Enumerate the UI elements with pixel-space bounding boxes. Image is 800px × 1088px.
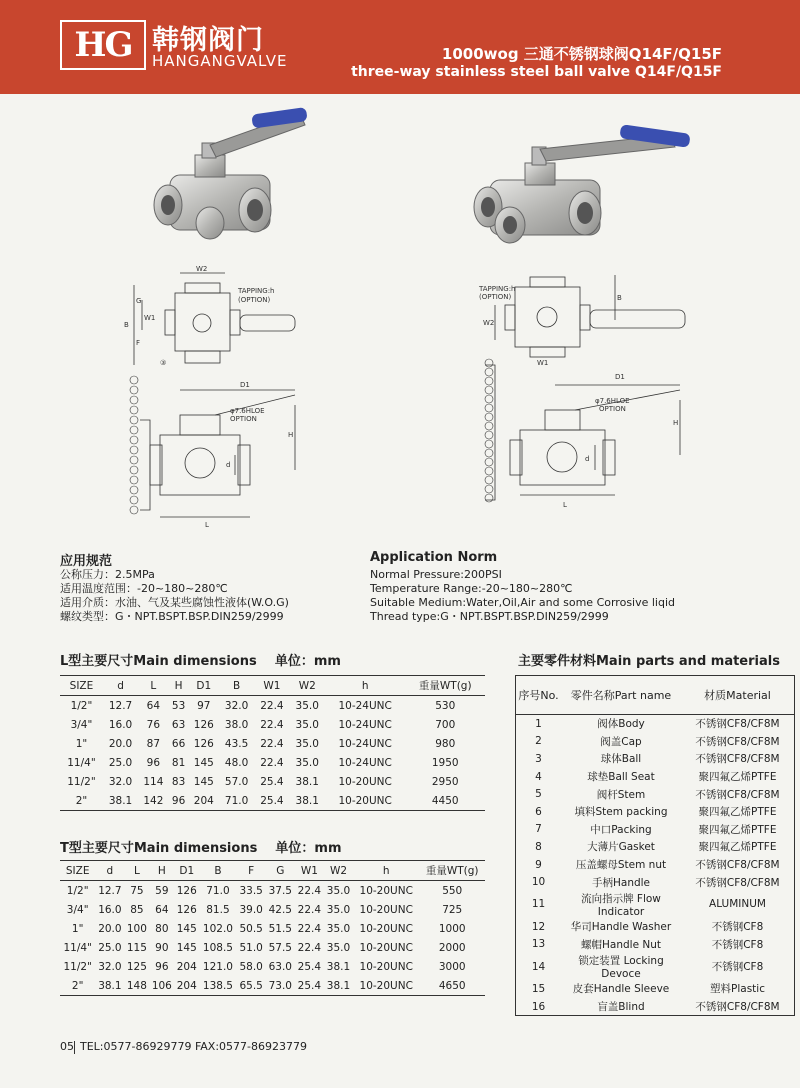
table-row (60, 881, 485, 901)
brand-name-cn: 韩钢阀门 (152, 25, 264, 56)
column-header: W2 (324, 861, 353, 881)
table-cell: 71.0 (206, 884, 230, 897)
column-header: L (138, 676, 168, 696)
table-cell: 145 (193, 775, 214, 788)
table-cell: 85 (130, 903, 144, 916)
table-cell: 75 (130, 884, 144, 897)
table-cell: 15 (531, 982, 546, 995)
table-cell: 8 (535, 840, 542, 853)
l-table-title: L型主要尺寸Main dimensions 单位：mm (60, 654, 341, 669)
table-cell: 35.0 (295, 699, 319, 712)
table-row (516, 998, 795, 1016)
drawing-label: H (673, 419, 679, 427)
drawing-label: TAPPING:h (238, 287, 275, 295)
table-cell: 12.7 (108, 699, 133, 712)
table-cell: 6 (535, 805, 542, 818)
table-cell: 不锈钢CF8 (711, 938, 764, 951)
spec-heading-cn: 应用规范 (60, 554, 113, 569)
column-header: H (168, 676, 188, 696)
table-cell: 螺帽Handle Nut (581, 938, 661, 951)
drawing-label: W1 (537, 359, 549, 367)
table-cell: 37.5 (268, 884, 292, 897)
table-cell: 64 (146, 699, 161, 712)
table-row (516, 936, 795, 954)
table-cell: 4650 (419, 976, 485, 996)
technical-drawing-l-type (120, 265, 340, 530)
column-header: W1 (295, 861, 324, 881)
table-cell: 压盖螺母Stem nut (575, 859, 667, 872)
brand-logo: HG (60, 20, 146, 70)
t-table-title: T型主要尺寸Main dimensions 单位：mm (60, 841, 342, 856)
table-cell: 10-24UNC (338, 737, 392, 750)
table-cell: 2950 (431, 775, 459, 788)
drawing-label: W1 (144, 314, 156, 322)
column-header: B (199, 861, 236, 881)
table-cell: 76 (146, 718, 161, 731)
table-cell: 不锈钢CF8/CF8M (695, 753, 780, 766)
table-cell: 138.5 (199, 976, 236, 996)
table-cell: 64 (155, 903, 169, 916)
spec-line-cn: 螺纹类型：G・NPT.BSPT.BSP.DIN259/2999 (60, 610, 284, 623)
table-cell: 35.0 (295, 756, 319, 769)
table-row (60, 734, 485, 753)
table-cell: 聚四氟乙烯PTFE (698, 806, 777, 819)
drawing-label: G (136, 297, 142, 305)
table-cell: 22.4 (260, 756, 284, 769)
table-cell: 22.4 (297, 941, 322, 954)
table-cell: 96 (168, 791, 188, 811)
table-cell: 5 (535, 788, 542, 801)
table-row (516, 768, 795, 786)
table-cell: 38.1 (103, 791, 138, 811)
table-cell: 25.0 (108, 756, 133, 769)
table-cell: 1" (71, 922, 84, 935)
table-cell: 1 (535, 717, 542, 730)
column-header: d (95, 861, 124, 881)
table-cell: 126 (176, 884, 197, 897)
column-header: h (325, 676, 406, 696)
table-row (516, 980, 795, 998)
table-cell: 38.1 (324, 976, 353, 996)
footer-divider (74, 1041, 75, 1054)
table-cell: 51.0 (239, 941, 263, 954)
table-row (60, 715, 485, 734)
table-cell: 42.5 (268, 903, 292, 916)
table-cell: 不锈钢CF8/CF8M (695, 1001, 780, 1014)
spec-line-en: Temperature Range:-20~180~280℃ (370, 582, 573, 595)
drawing-label: D1 (240, 381, 250, 389)
column-header: B (219, 676, 254, 696)
table-cell: 32.0 (98, 960, 122, 973)
table-cell: 81 (171, 756, 186, 769)
table-cell: 流向指示牌 Flow Indicator (581, 892, 661, 918)
table-cell: 100 (126, 922, 147, 935)
table-cell: 2" (60, 976, 95, 996)
table-row (516, 891, 795, 918)
table-cell: 63.0 (268, 960, 292, 973)
column-header: G (266, 861, 295, 881)
table-row (60, 938, 485, 957)
table-cell: 10-24UNC (338, 699, 392, 712)
table-cell: 不锈钢CF8 (711, 921, 764, 934)
valve-photo-t-type (470, 125, 700, 255)
table-row (516, 953, 795, 980)
column-header: W2 (290, 676, 325, 696)
table-cell: 2" (60, 791, 103, 811)
table-cell: 126 (193, 737, 214, 750)
table-cell: 25.4 (297, 960, 322, 973)
table-cell: 10-20UNC (359, 960, 413, 973)
table-cell: 12.7 (98, 884, 122, 897)
table-cell: 90 (155, 941, 169, 954)
table-cell: 97 (197, 699, 211, 712)
table-cell: 204 (176, 960, 197, 973)
table-cell: 20.0 (108, 737, 133, 750)
column-header: d (103, 676, 138, 696)
table-row (60, 791, 485, 811)
table-cell: 22.4 (297, 922, 322, 935)
table-cell: ALUMINUM (709, 898, 766, 911)
table-cell: 9 (535, 858, 542, 871)
table-cell: 盲盖Blind (597, 1001, 645, 1014)
drawing-label: H (288, 431, 294, 439)
table-cell: 38.1 (326, 960, 351, 973)
table-row (60, 772, 485, 791)
drawing-label: d (226, 461, 231, 469)
drawing-label: B (124, 321, 129, 329)
table-row (516, 856, 795, 874)
spec-line-en: Thread type:G・NPT.BSPT.BSP.DIN259/2999 (370, 610, 609, 623)
table-row (516, 873, 795, 891)
table-cell: 126 (176, 903, 197, 916)
table-cell: 不锈钢CF8/CF8M (695, 718, 780, 731)
column-header: D1 (174, 861, 199, 881)
table-cell: 10-20UNC (359, 903, 413, 916)
table-cell: 3/4" (66, 903, 89, 916)
table-cell: 32.0 (108, 775, 133, 788)
column-header: SIZE (60, 676, 103, 696)
drawing-label: D1 (615, 373, 625, 381)
table-cell: 1/2" (70, 699, 93, 712)
table-cell: 145 (176, 941, 197, 954)
table-cell: 57.0 (224, 775, 249, 788)
table-cell: 25.4 (260, 775, 284, 788)
table-row (60, 753, 485, 772)
drawing-label: F (136, 339, 141, 347)
table-cell: 13 (531, 938, 546, 951)
table-cell: 10-20UNC (353, 976, 419, 996)
spec-heading-en: Application Norm (370, 550, 498, 565)
brand-name-en: HANGANGVALVE (152, 52, 288, 70)
table-cell: 63 (171, 718, 186, 731)
spec-line-en: Suitable Medium:Water,Oil,Air and some Corrosive liqid (370, 596, 676, 609)
table-cell: 1/2" (66, 884, 89, 897)
table-row (516, 821, 795, 839)
table-row (516, 785, 795, 803)
table-cell: 38.0 (224, 718, 249, 731)
table-cell: 121.0 (202, 960, 233, 973)
column-header: 零件名称Part name (561, 676, 681, 715)
table-cell: 35.0 (326, 884, 351, 897)
drawing-label: L (563, 501, 567, 509)
spec-line-cn: 公称压力：2.5MPa (60, 568, 155, 581)
drawing-label: d (585, 455, 590, 463)
drawing-label: OPTION (599, 405, 626, 413)
drawing-label: φ7.6HLOE (230, 407, 265, 415)
table-cell: 57.5 (268, 941, 292, 954)
table-cell: 阀杆Stem (596, 788, 646, 801)
drawing-label: W2 (483, 319, 495, 327)
table-cell: 530 (435, 699, 456, 712)
product-title-cn: 1000wog 三通不锈钢球阀Q14F/Q15F (441, 45, 722, 63)
table-cell: 10-24UNC (338, 756, 392, 769)
table-cell: 80 (155, 922, 169, 935)
table-cell: 65.5 (237, 976, 266, 996)
column-header: 重量WT(g) (419, 861, 485, 881)
column-header: 材质Material (681, 676, 795, 715)
table-cell: 10-20UNC (338, 775, 392, 788)
table-cell: 35.0 (326, 903, 351, 916)
table-cell: 14 (531, 960, 546, 973)
table-cell: 不锈钢CF8/CF8M (695, 876, 780, 889)
table-cell: 96 (155, 960, 169, 973)
table-cell: 2000 (438, 941, 466, 954)
table-cell: 不锈钢CF8/CF8M (695, 735, 780, 748)
table-cell: 4450 (405, 791, 485, 811)
drawing-callouts-right (485, 359, 493, 502)
column-header: H (149, 861, 174, 881)
table-header-row (516, 676, 795, 715)
table-cell: 48.0 (224, 756, 249, 769)
table-cell: 11/4" (63, 941, 92, 954)
table-cell: 10-20UNC (325, 791, 406, 811)
table-cell: 11/2" (63, 960, 92, 973)
column-header: h (353, 861, 419, 881)
table-cell: 35.0 (326, 941, 351, 954)
table-cell: 53 (171, 699, 186, 712)
table-cell: 球垫Ball Seat (587, 771, 655, 784)
table-cell: 填料Stem packing (574, 806, 668, 819)
table-cell: 10-20UNC (359, 884, 413, 897)
table-cell: 126 (193, 718, 214, 731)
table-cell: 1" (75, 737, 88, 750)
table-cell: 11/4" (67, 756, 96, 769)
drawing-label: φ7.6HLOE (595, 397, 630, 405)
table-cell: 聚四氟乙烯PTFE (698, 771, 777, 784)
table-cell: 塑料Plastic (710, 983, 765, 996)
table-cell: 38.1 (290, 791, 325, 811)
table-row (60, 957, 485, 976)
table-cell: 96 (146, 756, 161, 769)
table-cell: 115 (126, 941, 147, 954)
table-cell: 83 (171, 775, 186, 788)
table-row (516, 715, 795, 733)
table-cell: 大薄片Gasket (587, 841, 655, 854)
table-cell: 142 (138, 791, 168, 811)
table-cell: 3/4" (70, 718, 93, 731)
table-cell: 球体Ball (600, 753, 642, 766)
table-cell: 阀盖Cap (600, 735, 642, 748)
table-row (60, 919, 485, 938)
drawing-label: (OPTION) (238, 296, 271, 304)
table-cell: 聚四氟乙烯PTFE (698, 841, 777, 854)
spec-line-cn: 适用温度范围：-20~180~280℃ (60, 582, 228, 595)
table-cell: 中口Packing (590, 823, 652, 836)
technical-drawing-t-type (475, 265, 705, 515)
page-number: 05 (60, 1040, 74, 1053)
column-header: D1 (189, 676, 219, 696)
table-cell: 980 (435, 737, 456, 750)
table-cell: 81.5 (206, 903, 230, 916)
l-dimensions-table (60, 675, 485, 811)
table-cell: 不锈钢CF8 (711, 961, 764, 974)
table-cell: 10-20UNC (359, 941, 413, 954)
drawing-label: L (205, 521, 209, 529)
table-cell: 22.4 (260, 737, 284, 750)
table-row (60, 696, 485, 716)
table-cell: 725 (442, 903, 463, 916)
table-cell: 22.4 (260, 718, 284, 731)
table-cell: 锁定装置 Locking Devoce (578, 955, 664, 981)
parts-table-title: 主要零件材料Main parts and materials (518, 654, 780, 669)
table-cell: 阀体Body (597, 718, 645, 731)
drawing-callouts-left (130, 376, 138, 514)
column-header: F (237, 861, 266, 881)
table-cell: 20.0 (98, 922, 122, 935)
drawing-label: B (617, 294, 622, 302)
drawing-label: TAPPING:h (479, 285, 516, 293)
table-cell: 87 (146, 737, 161, 750)
table-cell: 1950 (431, 756, 459, 769)
table-cell: 不锈钢CF8/CF8M (695, 859, 780, 872)
table-cell: 39.0 (239, 903, 263, 916)
table-cell: 58.0 (239, 960, 263, 973)
table-row (60, 976, 485, 996)
table-cell: 33.5 (239, 884, 263, 897)
table-header-row (60, 861, 485, 881)
table-cell: 145 (193, 756, 214, 769)
table-cell: 22.4 (260, 699, 284, 712)
table-cell: 43.5 (224, 737, 249, 750)
table-cell: 204 (174, 976, 199, 996)
table-cell: 华司Handle Washer (570, 921, 672, 934)
footer-contact: TEL:0577-86929779 FAX:0577-86923779 (80, 1040, 307, 1053)
table-cell: 35.0 (295, 737, 319, 750)
table-cell: 108.5 (202, 941, 233, 954)
table-cell: 7 (535, 823, 542, 836)
t-dimensions-table (60, 860, 485, 996)
table-cell: 125 (126, 960, 147, 973)
table-cell: 25.0 (98, 941, 122, 954)
table-cell: 手柄Handle (591, 876, 651, 889)
table-cell: 25.4 (295, 976, 324, 996)
valve-photo-l-type (140, 105, 320, 255)
drawing-label: W2 (196, 265, 208, 273)
table-cell: 12 (531, 920, 546, 933)
table-cell: 16.0 (98, 903, 122, 916)
table-cell: 71.0 (219, 791, 254, 811)
table-cell: 10-20UNC (359, 922, 413, 935)
table-row (516, 750, 795, 768)
table-cell: 73.0 (266, 976, 295, 996)
table-cell: 3000 (438, 960, 466, 973)
table-cell: 25.4 (254, 791, 289, 811)
table-cell: 11/2" (67, 775, 96, 788)
table-cell: 22.4 (297, 884, 322, 897)
drawing-label: OPTION (230, 415, 257, 423)
table-cell: 102.0 (202, 922, 233, 935)
table-cell: 16 (531, 1000, 546, 1013)
table-cell: 50.5 (239, 922, 263, 935)
table-row (516, 838, 795, 856)
table-cell: 不锈钢CF8/CF8M (695, 788, 780, 801)
table-cell: 550 (442, 884, 463, 897)
table-cell: 66 (171, 737, 186, 750)
table-cell: 204 (189, 791, 219, 811)
column-header: W1 (254, 676, 289, 696)
table-cell: 114 (143, 775, 164, 788)
table-cell: 59 (155, 884, 169, 897)
table-row (516, 803, 795, 821)
table-row (516, 918, 795, 936)
column-header: SIZE (60, 861, 95, 881)
table-cell: 106 (149, 976, 174, 996)
table-cell: 145 (176, 922, 197, 935)
column-header: 序号No. (516, 676, 562, 715)
table-header-row (60, 676, 485, 696)
spec-line-cn: 适用介质：水油、气及某些腐蚀性液体(W.O.G) (60, 596, 289, 609)
table-cell: 32.0 (224, 699, 249, 712)
table-cell: 38.1 (295, 775, 319, 788)
table-row (60, 900, 485, 919)
table-cell: 16.0 (108, 718, 133, 731)
column-header: 重量WT(g) (405, 676, 485, 696)
drawing-label: ③ (160, 359, 167, 367)
spec-line-en: Normal Pressure:200PSI (370, 568, 502, 581)
parts-materials-table (515, 675, 795, 1016)
header-banner (0, 0, 800, 94)
table-cell: 38.1 (95, 976, 124, 996)
table-cell: 1000 (438, 922, 466, 935)
table-cell: 4 (535, 770, 542, 783)
table-cell: 22.4 (297, 903, 322, 916)
table-cell: 35.0 (326, 922, 351, 935)
table-cell: 10-24UNC (338, 718, 392, 731)
table-cell: 35.0 (295, 718, 319, 731)
table-cell: 700 (435, 718, 456, 731)
table-cell: 11 (531, 898, 546, 911)
table-cell: 148 (124, 976, 149, 996)
table-cell: 2 (535, 735, 542, 748)
drawing-label: (OPTION) (479, 293, 512, 301)
table-row (516, 733, 795, 751)
column-header: L (124, 861, 149, 881)
table-cell: 3 (535, 752, 542, 765)
table-cell: 聚四氟乙烯PTFE (698, 823, 777, 836)
table-cell: 51.5 (268, 922, 292, 935)
table-cell: 10 (531, 876, 546, 889)
table-cell: 皮套Handle Sleeve (572, 983, 670, 996)
product-title-en: three-way stainless steel ball valve Q14F/Q15F (351, 64, 722, 80)
